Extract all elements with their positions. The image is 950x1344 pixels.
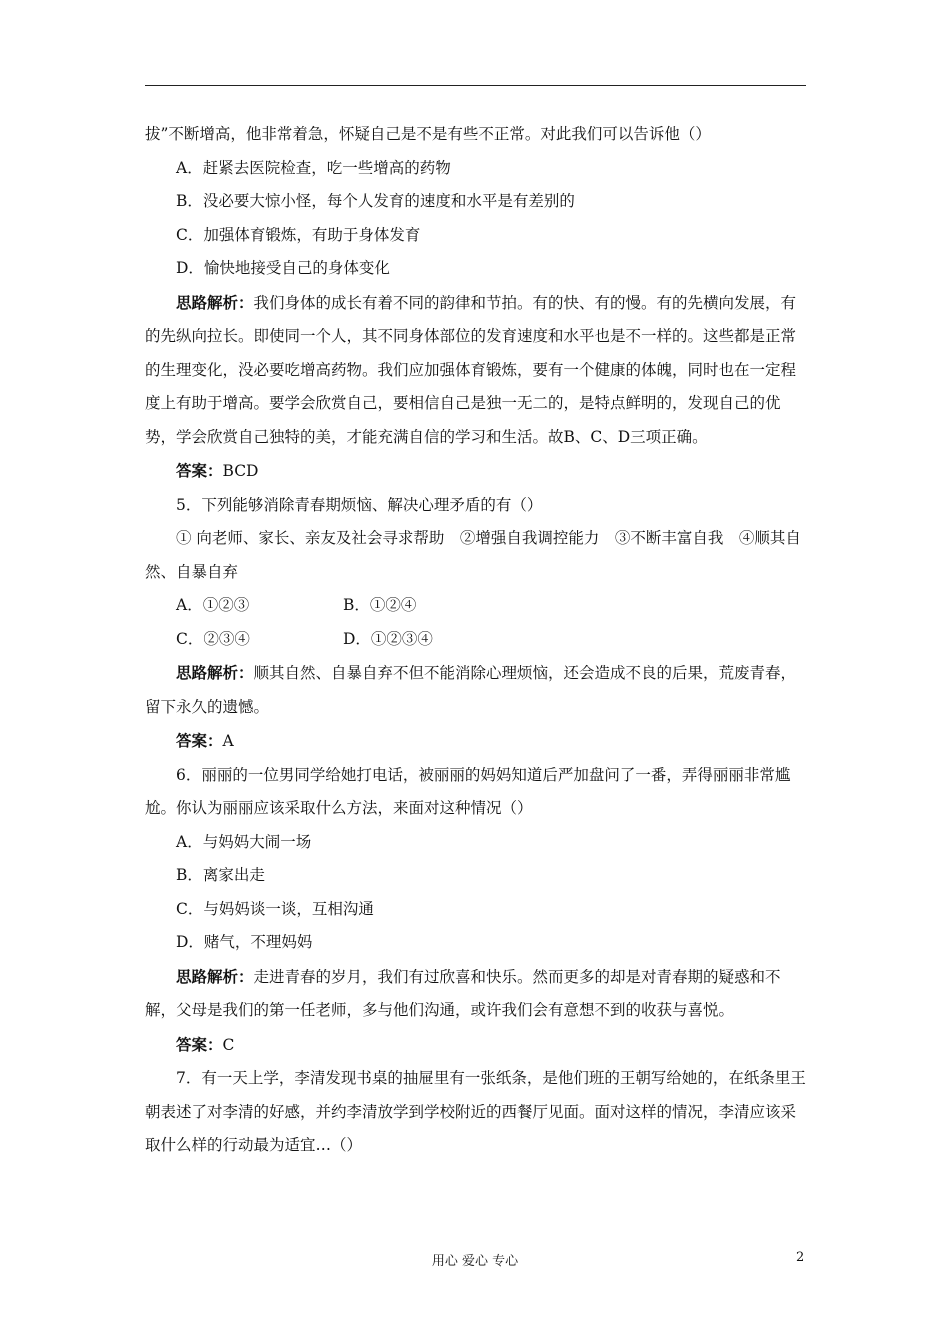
q5-analysis-label: 思路解析： xyxy=(176,663,254,682)
header-rule xyxy=(145,85,806,86)
q5-option-d: D．①②③④ xyxy=(343,629,433,648)
q4-analysis-text: 我们身体的成长有着不同的韵律和节拍。有的快、有的慢。有的先横向发展，有的先纵向拉长。即使同一个人，其不同身体部位的发育速度和水平也是不一样的。这些都是正常的生理变化，没必要吃增高药物。我们应加强体育锻炼，要有一个健康的体魄，同时也在一定程度上有助于增高。要学会欣赏自己，要相信自己是独一无二的，是特点鲜明的，发现自己的优势，学会欣赏自己独特的美，才能充满自信的学习和生活。故B、C、D三项正确。 xyxy=(145,293,797,446)
q4-analysis-label: 思路解析： xyxy=(176,292,254,312)
q6-answer xyxy=(145,1028,806,1063)
q6-answer-value: C xyxy=(222,1035,235,1054)
q6-option-a: A．与妈妈大闹一场 xyxy=(176,832,312,851)
q5-options-row-2 xyxy=(145,623,806,657)
q5-answer-value: A xyxy=(222,732,234,750)
q4-answer xyxy=(145,454,806,489)
q5-answer xyxy=(145,724,806,759)
q4-answer-value: BCD xyxy=(222,462,259,480)
q6-analysis-label: 思路解析： xyxy=(176,966,254,986)
q4-stem-continuation: 拔”不断增高，他非常着急，怀疑自己是不是有些不正常。对此我们可以告诉他（） xyxy=(145,125,711,143)
q5-option-a: A．①②③ xyxy=(176,596,250,614)
q6-analysis-text: 走进青春的岁月，我们有过欣喜和快乐。然而更多的却是对青春期的疑惑和不解，父母是我们的第一任老师，多与他们沟通，或许我们会有意想不到的收获与喜悦。 xyxy=(145,967,781,1019)
document-body xyxy=(145,118,806,1163)
q4-option-a: A．赶紧去医院检查，吃一些增高的药物 xyxy=(176,158,451,177)
q4-option-b: B．没必要大惊小怪，每个人发育的速度和水平是有差别的 xyxy=(176,192,575,210)
q4-answer-label: 答案： xyxy=(176,461,223,480)
q6-option-b: B．离家出走 xyxy=(176,866,265,884)
q5-answer-label: 答案： xyxy=(176,731,223,750)
q5-analysis xyxy=(145,656,806,724)
q7-stem: 7．有一天上学，李清发现书桌的抽屉里有一张纸条，是他们班的王朝写给她的，在纸条里王朝表述了对李清的好感，并约李清放学到学校附近的西餐厅见面。面对这样的情况，李清应该采取什么样的行动最为适宜…（） xyxy=(145,1069,806,1154)
q5-items: ① 向老师、家长、亲友及社会寻求帮助 ②增强自我调控能力 ③不断丰富自我 ④顺其自然、自暴自弃 xyxy=(145,529,801,581)
q4-option-c: C．加强体育锻炼，有助于身体发育 xyxy=(176,225,421,244)
q5-option-c: C．②③④ xyxy=(176,629,250,648)
page-number: 2 xyxy=(796,1250,805,1265)
q6-option-d: D．赌气，不理妈妈 xyxy=(176,933,313,951)
q5-options-row-1 xyxy=(145,589,806,623)
q4-option-d: D．愉快地接受自己的身体变化 xyxy=(176,259,390,277)
q6-analysis xyxy=(145,960,806,1028)
q4-analysis xyxy=(145,286,806,455)
q5-option-b: B．①②④ xyxy=(343,596,417,614)
q6-stem: 6．丽丽的一位男同学给她打电话，被丽丽的妈妈知道后严加盘问了一番，弄得丽丽非常尴尬。你认为丽丽应该采取什么方法，来面对这种情况（） xyxy=(145,765,791,817)
q5-analysis-text: 顺其自然、自暴自弃不但不能消除心理烦恼，还会造成不良的后果，荒废青春，留下永久的遗憾。 xyxy=(145,664,797,716)
q5-stem: 5．下列能够消除青春期烦恼、解决心理矛盾的有（） xyxy=(176,495,543,514)
page-footer: 用心 爱心 专心 xyxy=(431,1254,519,1269)
q6-answer-label: 答案： xyxy=(176,1034,223,1054)
q6-option-c: C．与妈妈谈一谈，互相沟通 xyxy=(176,899,374,918)
